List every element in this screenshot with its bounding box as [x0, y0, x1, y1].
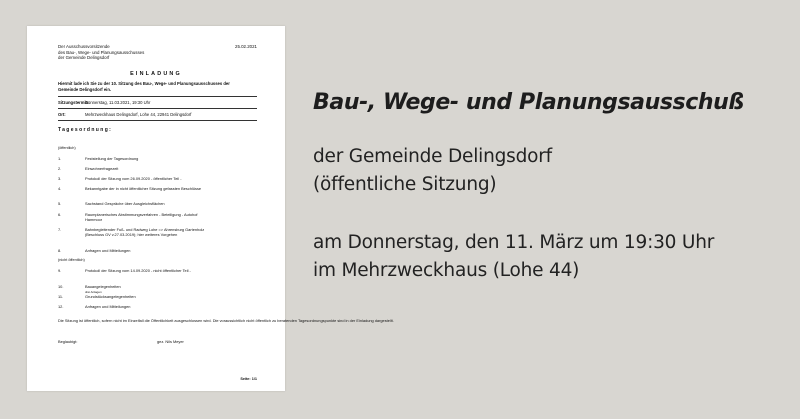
- footer-note: Die Sitzung ist öffentlich, sofern nicht im Einzelfall die Öffentlichkeit ausgeschlossen wird. Die voraussichtlich nicht öffentlich zu beratenden Tagesordnungspunkte sind in der Einladung dargestellt.: [58, 318, 394, 323]
- agenda-item: [58, 156, 255, 161]
- agenda-item: [58, 212, 203, 222]
- agenda-item-subtext: drei Anlagen: [85, 290, 102, 295]
- agenda-item-number: 11.: [58, 294, 64, 299]
- intro-line: Gemeinde Delingsdorf ein.: [58, 86, 112, 92]
- agenda-item-number: 10.: [58, 284, 64, 289]
- sender-line: Der Ausschussvorsitzende: [58, 44, 110, 49]
- divider: [58, 120, 257, 121]
- agenda-item: [58, 248, 255, 253]
- meeting-row: [58, 100, 150, 105]
- signature-row: [58, 339, 184, 345]
- announcement-headline: Bau-, Wege- und Planungsausschuß: [313, 90, 744, 115]
- intro-line: Hiermit lade ich Sie zu der 10. Sitzung des Bau-, Wege- und Planungsausschusses der: [58, 81, 230, 86]
- agenda-item-title: Bauangelegenheiten: [85, 284, 121, 289]
- agenda-item-number: 3.: [58, 176, 62, 181]
- agenda-item: [58, 201, 255, 206]
- agenda-item-number: 12.: [58, 304, 64, 309]
- page-number: Seite: 1/1: [240, 377, 257, 381]
- agenda-item-number: 8.: [58, 248, 62, 253]
- agenda-item-number: 1.: [58, 156, 62, 161]
- agenda-item-text: Bekanntgabe der in nicht öffentlicher Sitzung gefassten Beschlüsse: [85, 186, 202, 191]
- agenda-item-number: 5.: [58, 201, 62, 206]
- agenda-item-number: 7.: [58, 227, 62, 232]
- announcement-line: im Mehrzweckhaus (Lohe 44): [313, 260, 580, 281]
- agenda-item: [58, 227, 209, 237]
- agenda-item: [58, 176, 255, 181]
- agenda-item-number: 4.: [58, 186, 62, 191]
- nonpublic-section-label: (nicht öffentlich): [58, 258, 85, 262]
- agenda-item: [58, 304, 255, 309]
- agenda-item: [58, 294, 255, 299]
- place-row: [58, 112, 191, 117]
- sender-block: [58, 44, 144, 61]
- agenda-item-text: Protokoll der Sitzung vom 14.09.2020 - nicht öffentlicher Teil -: [85, 268, 191, 273]
- agenda-item-text: Einwohnerfragezeit: [85, 166, 119, 171]
- document-date: 25.02.2021: [235, 44, 257, 49]
- meeting-value: Donnerstag, 11.03.2021, 19:30 Uhr: [85, 100, 151, 105]
- document-title: EINLADUNG: [130, 71, 182, 77]
- agenda-item-number: 9.: [58, 268, 62, 273]
- sender-line: der Gemeinde Delingsdorf: [58, 55, 110, 61]
- sender-line: des Bau-, Wege- und Planungsausschusses: [58, 49, 145, 55]
- agenda-item-text: Anfragen und Mitteilungen: [85, 248, 131, 253]
- announcement-line: der Gemeinde Delingsdorf: [313, 146, 552, 167]
- divider: [58, 96, 257, 97]
- agenda-item-text: Anfragen und Mitteilungen: [85, 304, 131, 309]
- signature-label: Beglaubigt:: [58, 339, 78, 344]
- intro-text: [58, 81, 230, 92]
- public-section-label: (öffentlich): [58, 146, 76, 150]
- agenda-item-text: Grundstücksangelegenheiten: [85, 294, 136, 299]
- place-value: Mehrzweckhaus Delingsdorf, Lohe 44, 22941 Delingsdorf: [85, 112, 192, 117]
- signature-name: gez. Nils Meyer: [157, 339, 184, 344]
- announcement-line: am Donnerstag, den 11. März um 19:30 Uhr: [313, 232, 715, 253]
- agenda-item: [58, 186, 203, 191]
- agenda-item-text: Protokoll der Sitzung vom 26.09.2020 - öffentlicher Teil -: [85, 176, 182, 181]
- meeting-label: Sitzungstermin:: [58, 100, 90, 105]
- agenda-item-text: Bahnbegleitender Fuß- und Radweg Lohe => Ahrensburg Gartenholz (Beschluss GV v.27.03.2019); hier weiteres Vorgehen: [85, 227, 205, 238]
- place-label: Ort:: [58, 112, 66, 117]
- announcement-line: (öffentliche Sitzung): [313, 174, 497, 195]
- invitation-document: [27, 26, 394, 391]
- agenda-item-text: Raumplanerisches Abstimmungsverfahren - Beteiligung - Autohof Hammoor: [85, 212, 198, 223]
- agenda-title: Tagesordnung:: [58, 127, 113, 133]
- agenda-item: [58, 268, 203, 273]
- agenda-item-text: Sachstand Gespräche über Ausgleichsflächen: [85, 201, 165, 206]
- divider: [58, 108, 257, 109]
- agenda-item-number: 2.: [58, 166, 62, 171]
- agenda-item-number: 6.: [58, 212, 62, 217]
- agenda-item-text: Feststellung der Tagesordnung: [85, 156, 139, 161]
- agenda-item: [58, 166, 255, 171]
